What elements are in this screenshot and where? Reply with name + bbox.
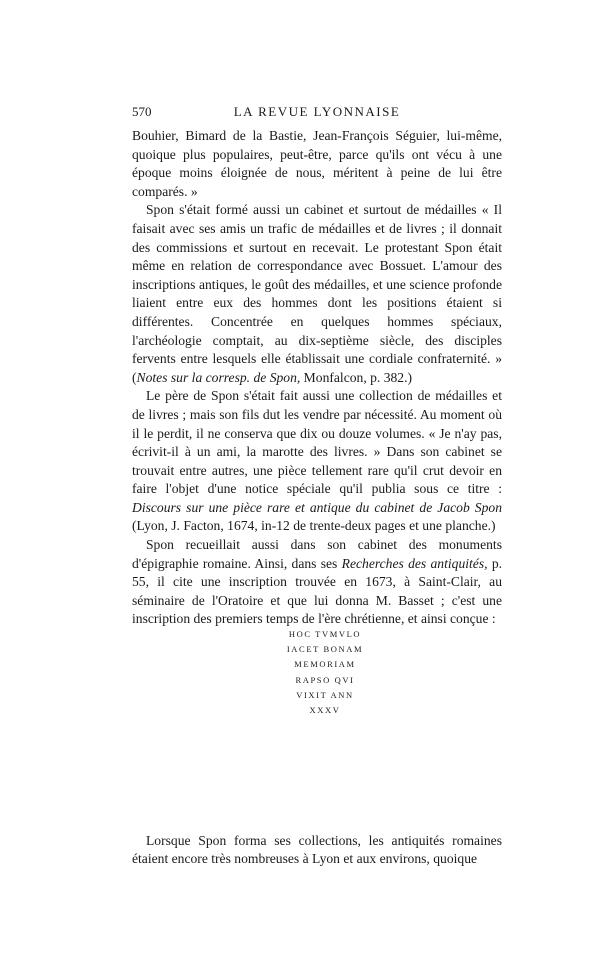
inscription-line: MEMORIAM xyxy=(294,659,356,670)
paragraph-3-title: Discours sur une pièce rare et antique du cabinet de Jacob Spon xyxy=(132,499,502,515)
paragraph-1: Bouhier, Bimard de la Bastie, Jean-François Séguier, lui-même, quoique plus populaires, peut-être, parce qu'ils ont vécu à une époque moins éloignée de nous, méritent à peine de lui être comparés. » xyxy=(132,128,502,199)
paragraph-4-text: Spon recueillait aussi dans son cabinet des monuments d'épigraphie romaine. Ainsi, dans ses xyxy=(132,537,502,571)
paragraph-3-text: Le père de Spon s'était fait aussi une collection de médailles et de livres ; mais son fils dut les vendre par nécessité. Au moment où il le perdit, il ne conserva que dix ou douze volumes. « Je n'ay pas, écrivit-il à un ami, la marotte des livres. » Dans son cabinet se trouvait entre autres, une pièce tellement rare qu'il crut devoir en faire l'objet d'une notice spéciale qu'il publia sous ce titre : xyxy=(132,388,502,497)
running-title: LA REVUE LYONNAISE xyxy=(233,104,401,119)
page-header xyxy=(132,104,502,122)
inscription-line: IACET BONAM xyxy=(286,644,364,655)
inscription-line: RAPSO QVI xyxy=(295,674,355,685)
inscription-line: HOC TVMVLO xyxy=(288,629,362,639)
paragraph-4 xyxy=(132,536,502,629)
paragraph-4-end: p. 55, il cite une inscription trouvée en 1673, à Saint-Clair, au séminaire de l'Oratoire et que lui donna M. Basset ; c'est une inscription des premiers temps de l'ère chrétienne, et ainsi conçue : xyxy=(132,555,503,627)
latin-inscription xyxy=(265,627,385,718)
inscription-line: VIXIT ANN xyxy=(296,689,354,700)
paragraph-3-end: (Lyon, J. Facton, 1674, in-12 de trente-deux pages et une planche.) xyxy=(132,518,496,534)
paragraph-2-end: Monfalcon, p. 382.) xyxy=(300,369,413,385)
page-number: 570 xyxy=(132,104,152,119)
paragraph-2-text: Spon s'était formé aussi un cabinet et surtout de médailles « Il faisait avec ses amis un trafic de médailles et de livres ; il donnait des commissions et surtout en recevait. Le protestant Spon était même en relation de correspondance avec Bossuet. L'amour des inscriptions antiques, le goût des médailles, et une science profonde liaient entre eux des hommes dont les positions étaient si différentes. Concentrée en quelques hommes spéciaux, l'archéologie comptait, au dix-septième siècle, des disciples fervents entre lesquels elle établissait une cordiale confraternité. » ( xyxy=(132,202,502,385)
paragraph-2-citation: Notes sur la corresp. de Spon, xyxy=(136,369,301,385)
inscription-line: XXXV xyxy=(309,705,341,716)
paragraph-3 xyxy=(132,387,502,536)
paragraph-5: Lorsque Spon forma ses collections, les antiquités romaines étaient encore très nombreuses à Lyon et aux environs, quoique xyxy=(132,832,502,867)
paragraph-4-title: Recherches des antiquités, xyxy=(341,555,488,571)
body-text xyxy=(132,127,502,629)
paragraph-2 xyxy=(132,201,502,387)
